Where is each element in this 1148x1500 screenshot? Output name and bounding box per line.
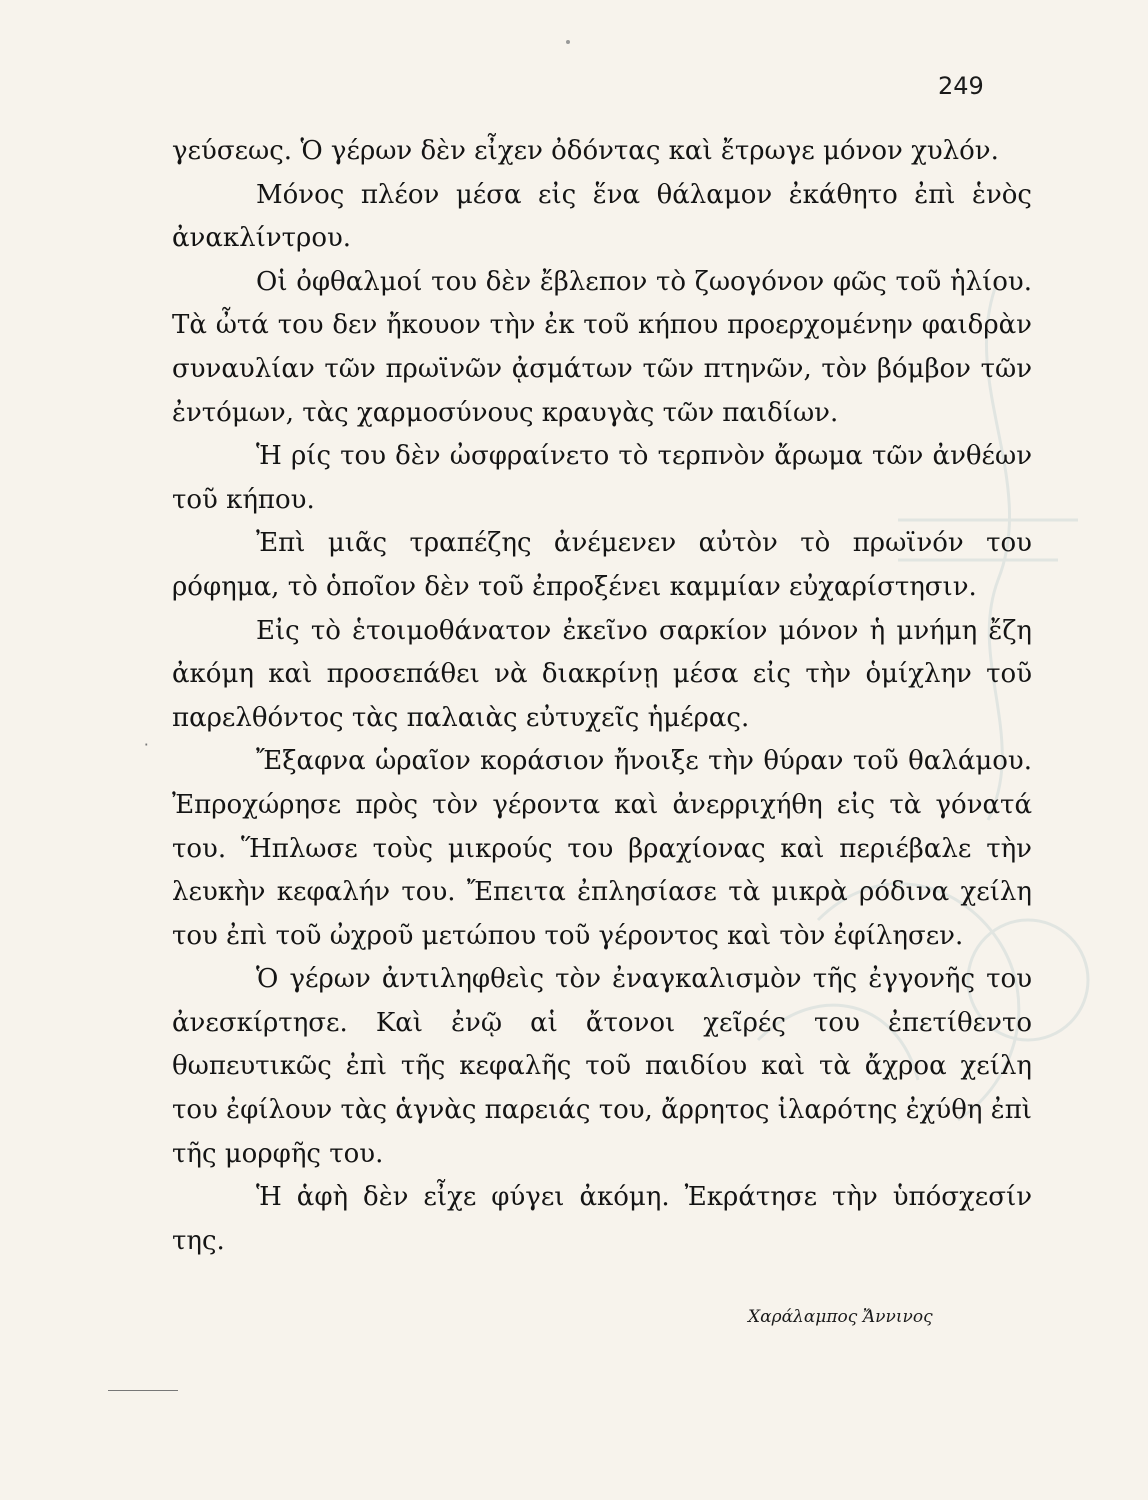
speck-mark xyxy=(566,40,570,44)
paragraph: Ἡ ἁφὴ δὲν εἶχε φύγει ἀκόμη. Ἐκράτησε τὴν ὑπόσχεσίν της. xyxy=(172,1182,1032,1256)
paragraph: Εἰς τὸ ἑτοιμοθάνατον ἐκεῖνο σαρκίον μόνον ἡ μνήμη ἔζη ἀκόμη καὶ προσεπάθει νὰ διακρίνῃ μέσα εἰς τὴν ὁμίχλην τοῦ παρελθόντος τὰς παλαιὰς εὐτυχεῖς ἡμέρας. xyxy=(172,615,1032,733)
paragraph: Ὁ γέρων ἀντιληφθεὶς τὸν ἐναγκαλισμὸν τῆς ἐγγονῆς του ἀνεσκίρτησε. Καὶ ἐνῷ αἱ ἄτονοι χεῖρές του ἐπετίθεντο θωπευτικῶς ἐπὶ τῆς κεφαλῆς τοῦ παιδίου καὶ τὰ ἄχροα χείλη του ἐφίλουν τὰς ἁγνὰς παρειάς του, ἄρρητος ἱλαρότης ἐχύθη ἐπὶ τῆς μορφῆς του. xyxy=(172,964,1032,1169)
paragraph: Μόνος πλέον μέσα εἰς ἕνα θάλαμον ἐκάθητο ἐπὶ ἑνὸς ἀνακλίντρου. xyxy=(172,179,1032,254)
paragraph: Ἔξαφνα ὡραῖον κοράσιον ἤνοιξε τὴν θύραν τοῦ θαλάμου. Ἐπροχώρησε πρὸς τὸν γέροντα καὶ ἀνερριχήθη εἰς τὰ γόνατά του. Ἥπλωσε τοὺς μικρούς του βραχίονας καὶ περιέβαλε τὴν λευκὴν κεφαλήν του. Ἔπειτα ἐπλησίασε τὰ μικρὰ ρόδινα χείλη του ἐπὶ τοῦ ὠχροῦ μετώπου τοῦ γέροντος καὶ τὸν ἐφίλησεν. xyxy=(172,746,1032,951)
story-text xyxy=(172,130,1032,1263)
paragraph: Οἱ ὀφθαλμοί του δὲν ἔβλεπον τὸ ζωογόνον φῶς τοῦ ἡλίου. Τὰ ὦτά του δεν ἤκουον τὴν ἐκ τοῦ κήπου προερχομένην φαιδρὰν συναυλίαν τῶν πρωϊνῶν ᾀσμάτων τῶν πτηνῶν, τὸν βόμβον τῶν ἐντόμων, τὰς χαρμοσύνους κραυγὰς τῶν παιδίων. xyxy=(172,266,1032,428)
author-signature: Χαράλαμπος Ἄννινος xyxy=(748,1307,933,1327)
margin-line xyxy=(108,1390,178,1391)
paragraph: Ἐπὶ μιᾶς τραπέζης ἀνέμενεν αὐτὸν τὸ πρωϊνόν του ρόφημα, τὸ ὁποῖον δὲν τοῦ ἐπροξένει καμμίαν εὐχαρίστησιν. xyxy=(172,528,1032,602)
paragraph-continuation: γεύσεως. Ὁ γέρων δὲν εἶχεν ὀδόντας καὶ ἔτρωγε μόνον χυλόν. xyxy=(172,136,999,166)
page-number: 249 xyxy=(938,72,984,100)
margin-tick: ٠ xyxy=(142,734,151,753)
paragraph: Ἡ ρίς του δὲν ὠσφραίνετο τὸ τερπνὸν ἄρωμα τῶν ἀνθέων τοῦ κήπου. xyxy=(172,441,1032,515)
